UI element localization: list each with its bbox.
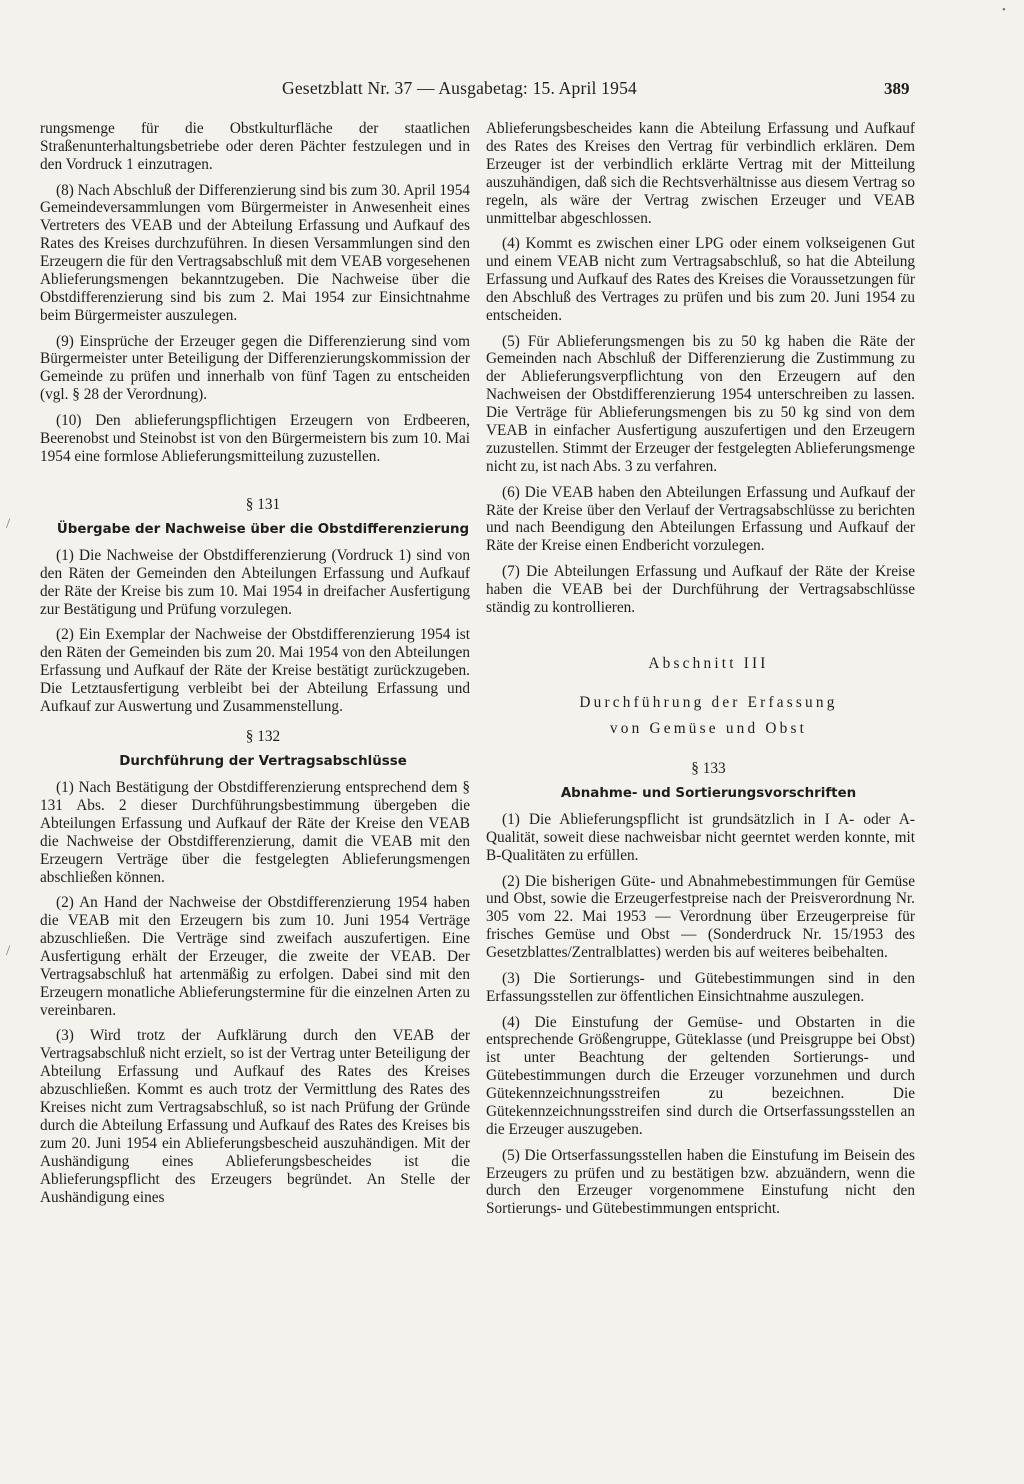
right-column <box>486 120 915 1218</box>
left-column <box>40 120 470 1207</box>
paragraph-7: (7) Die Abteilungen Erfassung und Aufkauf der Räte der Kreise haben die VEAB bei der Durchführung der Vertragsabschlüsse ständig zu kontrollieren. <box>486 563 915 616</box>
section-132-paragraph-1: (1) Nach Bestätigung der Obstdifferenzierung entsprechend dem § 131 Abs. 2 dieser Durchführungsbestimmung übergeben die Abteilungen Erfassung und Aufkauf der Räte der Kreise den VEAB die Nachweise der Obstdifferenzierung, damit die VEAB mit den Erzeugern Verträge über die festgelegten Ablieferungsmengen abschließen können. <box>40 779 470 886</box>
section-132-paragraph-3: (3) Wird trotz der Aufklärung durch den VEAB der Vertragsabschluß nicht erzielt, so ist der Vertrag unter Beteiligung der Abteilung Erfassung und Aufkauf des Rates des Kreises abzuschließen. Kommt es auch trotz der Vermittlung des Rates des Kreises nicht zum Vertragsabschluß, so ist nach Prüfung der Gründe durch die Abteilung Erfassung und Aufkauf des Rates des Kreises bis zum 20. Juni 1954 ein Ablieferungsbescheid auszuhändigen. Mit der Aushändigung eines Ablieferungsbescheides ist die Ablieferungspflicht des Erzeugers begründet. An Stelle der Aushändigung eines <box>40 1027 470 1206</box>
paragraph-continuation: rungsmenge für die Obstkulturfläche der staatlichen Straßenunterhaltungsbetriebe oder deren Pächter festzulegen und in den Vordruck 1 einzutragen. <box>40 120 470 173</box>
section-heading: Abschnitt III <box>648 654 769 672</box>
section-subheading-2: von Gemüse und Obst <box>609 719 808 737</box>
header-title: Gesetzblatt Nr. 37 — Ausgabetag: 15. April 1954 <box>282 78 637 98</box>
margin-tick-mark: / <box>6 943 11 959</box>
paragraph-6: (6) Die VEAB haben den Abteilungen Erfassung und Aufkauf der Räte der Kreise über den Verlauf der Vertragsabschlüsse zu berichten und nach Beendigung den Abteilungen Erfassung und Aufkauf der Räte der Kreise einen Endbericht vorzulegen. <box>486 483 915 555</box>
paragraph-8: (8) Nach Abschluß der Differenzierung sind bis zum 30. April 1954 Gemeindeversammlungen vom Bürgermeister in Anwesenheit eines Vertreters des VEAB und der Abteilung Erfassung und Aufkauf des Rates des Kreises durchzuführen. In diesen Versammlungen sind den Erzeugern die für den Vertragsabschluß mit dem VEAB vorgesehenen Ablieferungsmengen bekanntzugeben. Die Nachweise über die Obstdifferenzierung sind bis zum 2. Mai 1954 zur Einsichtnahme beim Bürgermeister auszulegen. <box>40 181 470 324</box>
section-132-title: Durchführung der Vertragsabschlüsse <box>119 754 407 770</box>
section-133-title: Abnahme- und Sortierungsvorschriften <box>560 786 857 802</box>
section-133-paragraph-2: (2) Die bisherigen Güte- und Abnahmebestimmungen für Gemüse und Obst, sowie die Erzeugerfestpreise nach der Preisverordnung Nr. 305 vom 22. Mai 1953 — Verordnung über Erzeugerpreise für frisches Gemüse und Obst — (Sonderdruck Nr. 15/1953 des Gesetzblattes/Zentralblattes) werden bis auf weiteres beibehalten. <box>486 872 915 962</box>
page-number: 389 <box>884 79 910 98</box>
section-132-number: § 132 <box>245 727 281 745</box>
paragraph-9: (9) Einsprüche der Erzeuger gegen die Differenzierung sind vom Bürgermeister unter Beteiligung der Differenzierungskommission der Gemeinde zu prüfen und innerhalb von fünf Tagen zu entscheiden (vgl. § 28 der Verordnung). <box>40 332 470 404</box>
section-131-number: § 131 <box>245 495 281 513</box>
paragraph-10: (10) Den ablieferungspflichtigen Erzeugern von Erdbeeren, Beerenobst und Steinobst ist von den Bürgermeistern bis zum 10. Mai 1954 eine formlose Ablieferungsmitteilung zuzustellen. <box>40 411 470 465</box>
paragraph-5: (5) Für Ablieferungsmengen bis zu 50 kg haben die Räte der Gemeinden nach Abschluß der Differenzierung die Zustimmung zu der Ablieferungsverpflichtung von den Erzeugern auf den Nachweisen der Obstdifferenzierung 1954 unterschreiben zu lassen. Die Verträge für Ablieferungsmengen bis zu 50 kg sind von dem VEAB in einfacher Ausfertigung auszufertigen und den Erzeugern zuzustellen. Stimmt der Erzeuger der festgelegten Ablieferungsmenge nicht zu, ist nach Abs. 3 zu verfahren. <box>486 332 915 475</box>
section-131-paragraph-1: (1) Die Nachweise der Obstdifferenzierung (Vordruck 1) sind von den Räten der Gemeinden den Abteilungen Erfassung und Aufkauf der Räte der Kreise bis zum 10. Mai 1954 in dreifacher Ausfertigung zur Bestätigung und Prüfung vorzulegen. <box>40 546 470 618</box>
section-subheading-1: Durchführung der Erfassung <box>579 694 838 712</box>
paragraph-4: (4) Kommt es zwischen einer LPG oder einem volkseigenen Gut und einem VEAB nicht zum Vertragsabschluß, so hat die Abteilung Erfassung und Aufkauf des Rates des Kreises die Voraussetzungen für den Abschluß des Vertrages zu prüfen und bis zum 20. Juni 1954 zu entscheiden. <box>486 235 915 324</box>
page-header <box>0 78 1024 102</box>
margin-dot-mark: • <box>1002 4 1006 16</box>
paragraph-continuation-right: Ablieferungsbescheides kann die Abteilung Erfassung und Aufkauf des Rates des Kreises den Vertrag für verbindlich erklären. Dem Erzeuger ist der verbindlich erklärte Vertrag mit der Mitteilung auszuhändigen, daß sich die Rechtsverhältnisse aus diesem Vertrag so regeln, als wäre der Vertrag zwischen Erzeuger und VEAB unmittelbar abgeschlossen. <box>486 120 915 227</box>
section-133-paragraph-1: (1) Die Ablieferungspflicht ist grundsätzlich in I A- oder A-Qualität, soweit diese nachweisbar nicht geerntet werden konnte, mit B-Qualitäten zu erfüllen. <box>486 811 915 864</box>
section-132-paragraph-2: (2) An Hand der Nachweise der Obstdifferenzierung 1954 haben die VEAB mit den Erzeugern bis zum 10. Juni 1954 Verträge abzuschließen. Die Verträge sind zweifach auszufertigen. Eine Ausfertigung erhält der Erzeuger, die zweite der VEAB. Der Vertragsabschluß hat artenmäßig zu erfolgen. Dabei sind mit den Erzeugern monatliche Ablieferungstermine für die einzelnen Arten zu vereinbaren. <box>40 894 470 1019</box>
section-133-paragraph-5: (5) Die Ortserfassungsstellen haben die Einstufung im Beisein des Erzeugers zu prüfen und zu bestätigen bzw. abzuändern, wenn die durch den Erzeuger vorgenommene Einstufung nicht den Sortierungs- und Gütebestimmungen entspricht. <box>486 1146 915 1218</box>
section-131-paragraph-2: (2) Ein Exemplar der Nachweise der Obstdifferenzierung 1954 ist den Räten der Gemeinden bis zum 20. Mai 1954 von den Abteilungen Erfassung und Aufkauf der Räte der Kreise bestätigt zurückzugeben. Die Letztausfertigung verbleibt bei der Abteilung Erfassung und Aufkauf zur Auswertung und Zusammenstellung. <box>40 626 470 715</box>
margin-tick-mark: / <box>6 516 11 532</box>
section-131-title: Übergabe der Nachweise über die Obstdifferenzierung <box>56 522 470 538</box>
section-133-number: § 133 <box>691 759 726 777</box>
section-133-paragraph-4: (4) Die Einstufung der Gemüse- und Obstarten in die entsprechende Größengruppe, Güteklasse (und Preisgruppe bei Obst) ist unter Beachtung der geltenden Sortierungs- und Gütebestimmungen durch die Erzeuger vorzunehmen und durch Gütekennzeichnungsstreifen zu bezeichnen. Die Gütekennzeichnungsstreifen sind durch die Ortserfassungsstellen an die Erzeuger auszugeben. <box>486 1013 915 1138</box>
section-133-paragraph-3: (3) Die Sortierungs- und Gütebestimmungen sind in den Erfassungsstellen zur öffentlichen Einsichtnahme auszulegen. <box>486 969 915 1005</box>
